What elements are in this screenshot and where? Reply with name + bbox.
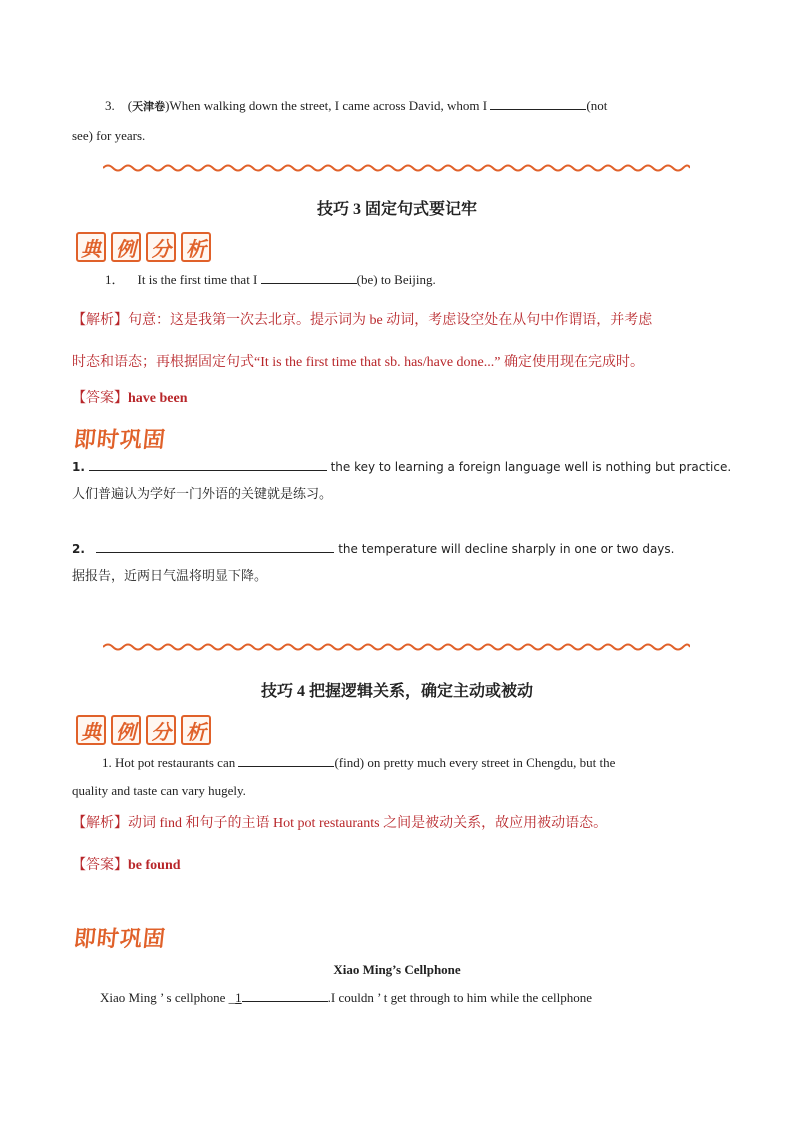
answer-label: 【答案】 bbox=[72, 858, 128, 873]
practice-heading: 即时巩固 bbox=[72, 428, 168, 453]
answer-blank[interactable] bbox=[89, 458, 327, 471]
answer-row bbox=[72, 389, 188, 409]
passage-line-1: Xiao Ming ’ s cellphone _1 .I couldn ’ t get through to him while the cellphone bbox=[100, 990, 593, 1005]
practice-item-1-translation: 人们普遍认为学好一门外语的关键就是练习。 bbox=[72, 486, 333, 501]
answer-row bbox=[72, 856, 181, 876]
analysis-line-2: 时态和语态；再根据固定句式“It is the first time that sb. has/have done...” 确定使用现在完成时。 bbox=[72, 355, 644, 370]
practice-heading: 即时巩固 bbox=[72, 927, 168, 952]
stamp-char: 例 bbox=[111, 232, 141, 262]
item-number: 1. bbox=[72, 460, 85, 474]
practice-item-2: 2. the temperature will decline sharply in one or two days. bbox=[72, 542, 675, 556]
answer-blank[interactable] bbox=[242, 989, 328, 1002]
stamp-char: 分 bbox=[146, 232, 176, 262]
example-question-1: 1. Hot pot restaurants can (find) on pretty much every street in Chengdu, but the bbox=[102, 755, 616, 770]
question-3: 3. (天津卷)When walking down the street, I came across David, whom I (not bbox=[105, 98, 608, 113]
stamp-char: 分 bbox=[146, 715, 176, 745]
answer-blank[interactable] bbox=[96, 540, 334, 553]
answer-text: have been bbox=[128, 391, 188, 406]
wave-divider bbox=[103, 642, 690, 652]
analysis-line-1: 【解析】句意：这是我第一次去北京。提示词为 be 动词，考虑设空处在从句中作谓语，并考虑 bbox=[72, 313, 653, 328]
stamp-char: 典 bbox=[76, 715, 106, 745]
answer-text: be found bbox=[128, 858, 181, 873]
item-number: 2. bbox=[72, 542, 85, 556]
answer-blank[interactable] bbox=[490, 97, 586, 110]
answer-blank[interactable] bbox=[261, 271, 357, 284]
example-question-1-line2: quality and taste can vary hugely. bbox=[72, 783, 246, 798]
practice-item-1: 1. the key to learning a foreign language well is nothing but practice. bbox=[72, 460, 732, 474]
question-3-line2: see) for years. bbox=[72, 128, 146, 143]
example-analysis-stamp bbox=[76, 232, 211, 262]
wave-divider bbox=[103, 163, 690, 173]
analysis-label: 【解析】 bbox=[72, 313, 128, 328]
question-number: 3. bbox=[105, 98, 115, 113]
section-3-title: 技巧 3 固定句式要记牢 bbox=[316, 201, 477, 218]
stamp-char: 析 bbox=[181, 232, 211, 262]
question-number: 1． bbox=[105, 272, 125, 287]
answer-blank[interactable] bbox=[238, 754, 334, 767]
practice-item-2-translation: 据报告，近两日气温将明显下降。 bbox=[72, 568, 268, 583]
stamp-char: 析 bbox=[181, 715, 211, 745]
section-4-title: 技巧 4 把握逻辑关系，确定主动或被动 bbox=[260, 683, 533, 700]
passage-title: Xiao Ming’s Cellphone bbox=[333, 962, 461, 977]
example-analysis-stamp bbox=[76, 715, 211, 745]
analysis-label: 【解析】 bbox=[72, 816, 128, 831]
stamp-char: 例 bbox=[111, 715, 141, 745]
source-label: 天津卷 bbox=[132, 101, 166, 113]
stamp-char: 典 bbox=[76, 232, 106, 262]
example-question-1: 1． It is the first time that I (be) to Beijing. bbox=[105, 272, 436, 287]
analysis-line-1: 【解析】动词 find 和句子的主语 Hot pot restaurants 之间是被动关系，故应用被动语态。 bbox=[72, 816, 608, 831]
blank-number: 1 bbox=[235, 990, 242, 1005]
answer-label: 【答案】 bbox=[72, 391, 128, 406]
